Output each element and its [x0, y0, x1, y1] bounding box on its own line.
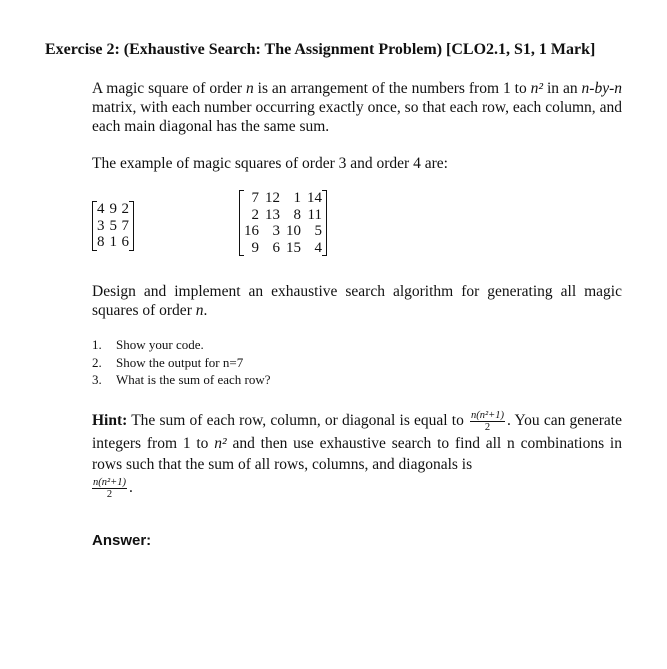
sum-formula-fraction-2: [92, 477, 127, 500]
matrix-cell: 6: [121, 234, 129, 250]
matrix-cell: 11: [307, 206, 322, 223]
matrix-cell: 2: [251, 206, 259, 223]
matrix-cell: 10: [286, 223, 301, 239]
hint-text-1: The sum of each row, column, or diagonal is equal to: [127, 412, 469, 430]
intro-var-n-squared: n²: [530, 80, 544, 97]
example-text: The example of magic squares of order 3 and order 4 are:: [92, 155, 448, 172]
fraction-denominator: 2: [106, 489, 113, 500]
intro-text-4: matrix, with each number occurring exactly once, so that each row, each column, and each main diagonal has the same sum.: [92, 99, 622, 135]
question-item: [92, 371, 271, 389]
matrix-row: [244, 190, 322, 207]
matrix-cell: 9: [251, 239, 259, 256]
question-list: [92, 336, 271, 389]
sum-formula-fraction: [470, 410, 505, 433]
matrix-cell: 1: [293, 190, 301, 206]
matrix-cell: 16: [244, 223, 259, 239]
intro-text-1: A magic square of order: [92, 80, 246, 97]
intro-var-n: n: [245, 80, 254, 97]
matrix-cell: 7: [251, 190, 259, 206]
hint-text-3: and then use exhaustive search to find all n combinations in rows such that the sum of all rows, columns, and diagonals is: [92, 435, 622, 473]
hint-paragraph: [92, 410, 622, 500]
intro-paragraph: [92, 79, 622, 136]
hint-end: .: [128, 479, 133, 497]
hint-text-2: . You can generate integers from 1 to: [92, 412, 622, 452]
matrix-row: [244, 223, 322, 240]
fraction-denominator: 2: [484, 422, 491, 433]
matrix-cell: 1: [109, 234, 117, 250]
matrix-row: [244, 240, 322, 257]
question-item: [92, 354, 271, 372]
exercise-title: Exercise 2: (Exhaustive Search: The Assignment Problem) [CLO2.1, S1, 1 Mark]: [45, 41, 596, 58]
intro-text-2: is an arrangement of the numbers from 1 to: [253, 80, 531, 97]
question-text: What is the sum of each row?: [116, 372, 271, 387]
hint-var-n-squared: n²: [214, 435, 227, 452]
intro-var-n-by-n: n-by-n: [581, 80, 622, 97]
task-text-end: .: [203, 302, 208, 319]
matrix-row: [244, 207, 322, 224]
fraction-numerator: n(n²+1): [93, 477, 126, 488]
matrix-cell: 9: [109, 201, 117, 217]
question-item: [92, 336, 271, 354]
matrix-cell: 15: [286, 239, 301, 256]
matrix-cell: 2: [121, 201, 129, 217]
matrix-cell: 4: [314, 239, 322, 256]
question-text: Show the output for n=7: [116, 354, 244, 370]
matrix-cell: 14: [307, 190, 322, 206]
matrix-cell: 6: [272, 239, 280, 256]
question-number: 3.: [92, 372, 102, 387]
question-number: 2.: [92, 354, 102, 370]
matrix-cell: 13: [265, 206, 280, 223]
matrix-cell: 5: [314, 223, 322, 239]
matrix-cell: 3: [272, 223, 280, 239]
matrix-cell: 3: [97, 217, 105, 234]
matrix-cell: 7: [121, 217, 129, 234]
task-paragraph: [92, 282, 622, 320]
matrix-cell: 8: [293, 206, 301, 223]
matrix-cell: 4: [97, 201, 105, 217]
matrix-row: [97, 234, 129, 251]
fraction-numerator: n(n²+1): [471, 410, 505, 421]
magic-square-order-3: [92, 201, 134, 251]
matrix-cell: 8: [97, 234, 105, 250]
matrix-cell: 12: [265, 190, 280, 206]
hint-formula-line: [92, 477, 622, 500]
question-text: Show your code.: [116, 337, 204, 352]
intro-text-3: in an: [543, 80, 582, 97]
hint-label: Hint:: [92, 412, 128, 430]
task-text: Design and implement an exhaustive search algorithm for generating all magic squares of order: [92, 283, 622, 319]
matrix-row: [97, 218, 129, 235]
task-var-n: n: [195, 302, 204, 319]
magic-square-order-4: [239, 190, 327, 256]
matrix-cell: 5: [109, 217, 117, 234]
answer-label: Answer:: [92, 532, 152, 549]
question-number: 1.: [92, 337, 102, 352]
matrix-row: [97, 201, 129, 218]
